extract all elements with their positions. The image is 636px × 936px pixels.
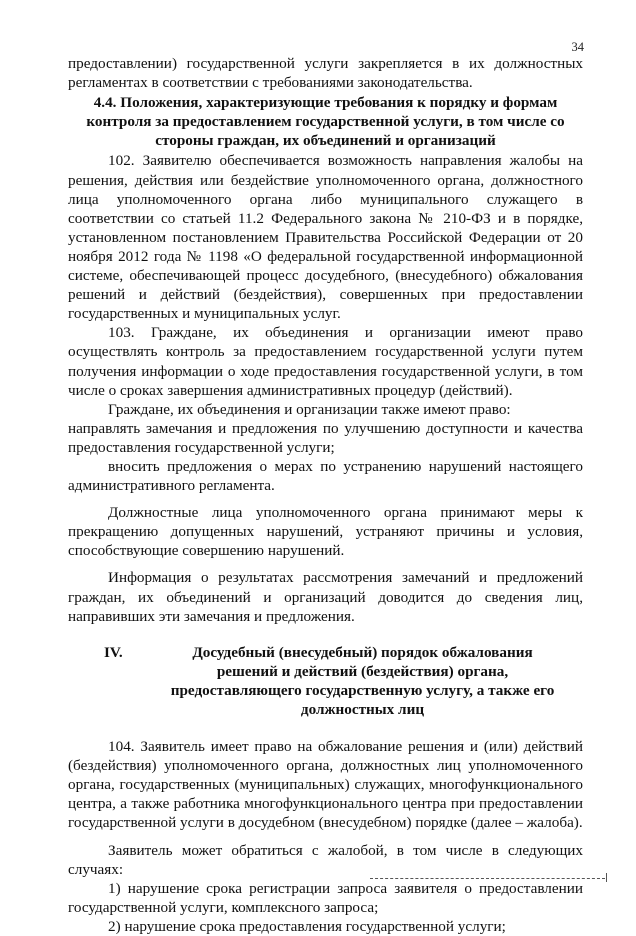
case-item-2: 2) нарушение срока предоставления государственной услуги;	[108, 917, 506, 935]
page-number: 34	[571, 40, 584, 54]
paragraph-103-rights: Граждане, их объединения и организации также имеют право:	[108, 400, 511, 418]
paragraph-officials: Должностные лица уполномоченного органа принимают меры к прекращению допущенных нарушений, устраняют причины и условия, способствующие совершению нарушений.	[68, 504, 583, 560]
section-iv-title: Досудебный (внесудебный) порядок обжалования решений и действий (бездействия) органа, предоставляющего государственную услугу, а также его должностных лиц	[170, 643, 555, 718]
paragraph-104: 104. Заявитель имеет право на обжалование решения и (или) действий (бездействия) уполномоченного органа, должностных лиц уполномоченного органа, государственных (муниципальных) служащих, многофункционального центра, а также работника многофункционального центра при предоставлении государственной услуги в досудебном (внесудебном) порядке (далее – жалоба).	[68, 738, 583, 832]
paragraph-102: 102. Заявителю обеспечивается возможность направления жалобы на решения, действия или бездействие уполномоченного органа, должностного лица уполномоченного органа либо муниципального служащего в соответствии со статьей 11.2 Федерального закона № 210-ФЗ и в порядке, установленном постановлением Правительства Российской Федерации от 20 ноября 2012 года № 1198 «О федеральной государственной информационной системе, обеспечивающей процесс досудебного, (внесудебного) обжалования решений и действий (бездействия), совершенных при предоставлении государственных и муниципальных услуг.	[68, 152, 583, 323]
section-iv-number: IV.	[104, 643, 123, 661]
scan-dashed-line	[370, 878, 605, 879]
paragraph-103-right-2: вносить предложения о мерах по устранению нарушений настоящего административного регламента.	[68, 457, 583, 495]
paragraph-information: Информация о результатах рассмотрения замечаний и предложений граждан, их объединений и организаций доводится до сведения лиц, направивших эти замечания и предложения.	[68, 569, 583, 625]
case-item-1: 1) нарушение срока регистрации запроса заявителя о предоставлении государственной услуги, комплексного запроса;	[68, 879, 583, 916]
paragraph-103-right-1: направлять замечания и предложения по улучшению доступности и качества предоставления государственной услуги;	[68, 419, 583, 456]
scan-margin-mark	[606, 873, 607, 882]
intro-paragraph: предоставлении) государственной услуги закрепляется в их должностных регламентах в соответствии с требованиями законодательства.	[68, 55, 583, 92]
section-4-4-heading: 4.4. Положения, характеризующие требования к порядку и формам контроля за предоставлением государственной услуги, в том числе со стороны граждан, их объединений и организаций	[86, 94, 565, 150]
paragraph-103: 103. Граждане, их объединения и организации имеют право осуществлять контроль за предоставлением государственной услуги путем получения информации о ходе предоставления государственной услуги, в том числе о сроках завершения административных процедур (действий).	[68, 324, 583, 399]
section-iv-heading	[68, 643, 583, 719]
paragraph-cases-intro: Заявитель может обратиться с жалобой, в том числе в следующих случаях:	[68, 841, 583, 878]
document-body	[68, 54, 583, 936]
